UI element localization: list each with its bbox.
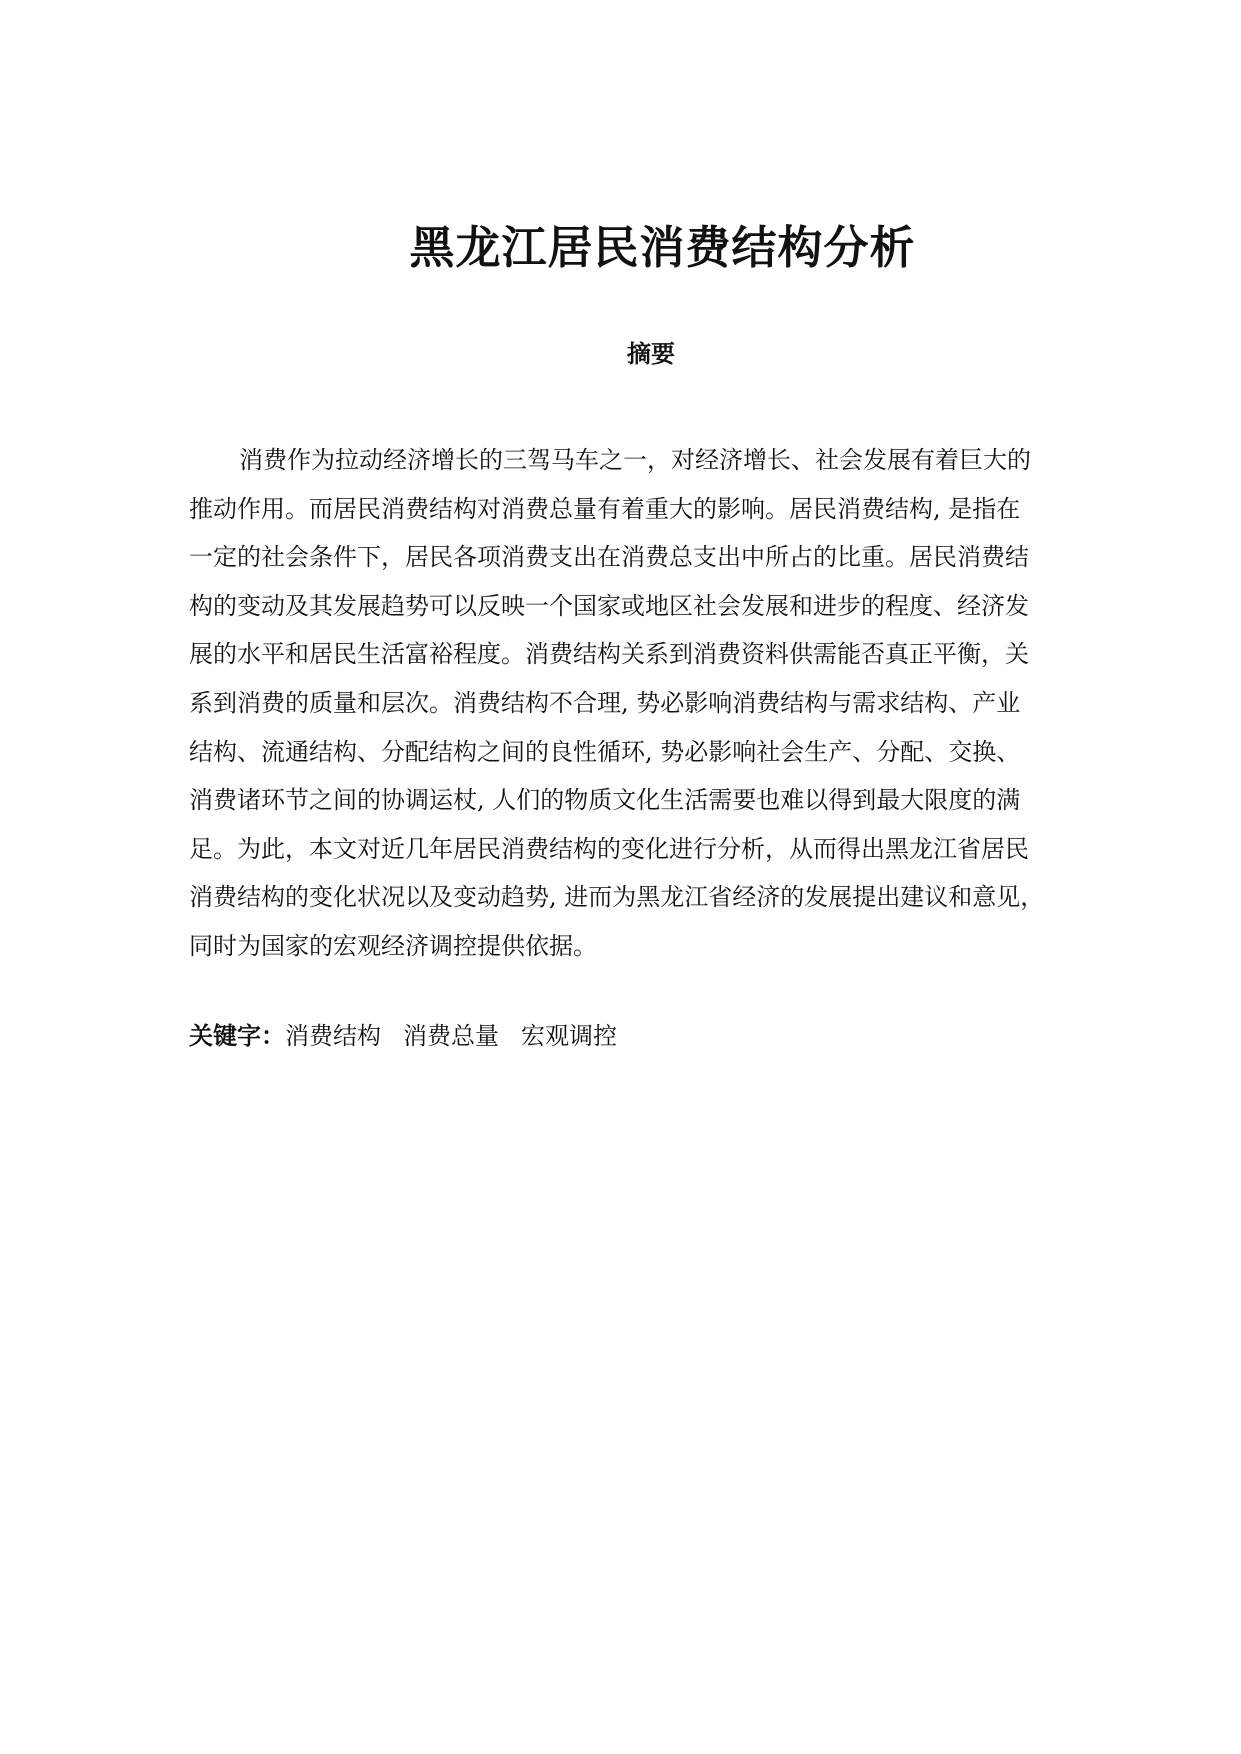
abstract-line: 消费诸环节之间的协调运杖, 人们的物质文化生活需要也难以得到最大限度的满 <box>189 786 1021 815</box>
abstract-line: 一定的社会条件下，居民各项消费支出在消费总支出中所占的比重。居民消费结 <box>189 543 1029 572</box>
abstract-line: 展的水平和居民生活富裕程度。消费结构关系到消费资料供需能否真正平衡，关 <box>189 640 1029 669</box>
keyword-item: 消费结构 <box>285 1022 381 1050</box>
abstract-line: 消费结构的变化状况以及变动趋势, 进而为黑龙江省经济的发展提出建议和意见， <box>189 883 1045 912</box>
abstract-line: 足。为此，本文对近几年居民消费结构的变化进行分析，从而得出黑龙江省居民 <box>189 834 1029 863</box>
keyword-item: 宏观调控 <box>521 1022 617 1050</box>
abstract-line: 消费作为拉动经济增长的三驾马车之一，对经济增长、社会发展有着巨大的 <box>239 446 1031 474</box>
abstract-line: 同时为国家的宏观经济调控提供依据。 <box>189 931 597 960</box>
keyword-item: 消费总量 <box>403 1022 499 1050</box>
abstract-line: 系到消费的质量和层次。消费结构不合理, 势必影响消费结构与需求结构、产业 <box>189 688 1021 717</box>
abstract-body <box>189 436 1059 971</box>
keywords-row <box>189 1018 1059 1055</box>
abstract-line: 构的变动及其发展趋势可以反映一个国家或地区社会发展和进步的程度、经济发 <box>189 591 1029 620</box>
keywords-label: 关键字： <box>189 1022 285 1050</box>
abstract-line: 结构、流通结构、分配结构之间的良性循环, 势必影响社会生产、分配、交换、 <box>189 737 1021 766</box>
abstract-heading: 摘要 <box>627 339 675 368</box>
abstract-line: 推动作用。而居民消费结构对消费总量有着重大的影响。居民消费结构, 是指在 <box>189 494 1021 523</box>
document-title: 黑龙江居民消费结构分析 <box>409 221 916 274</box>
